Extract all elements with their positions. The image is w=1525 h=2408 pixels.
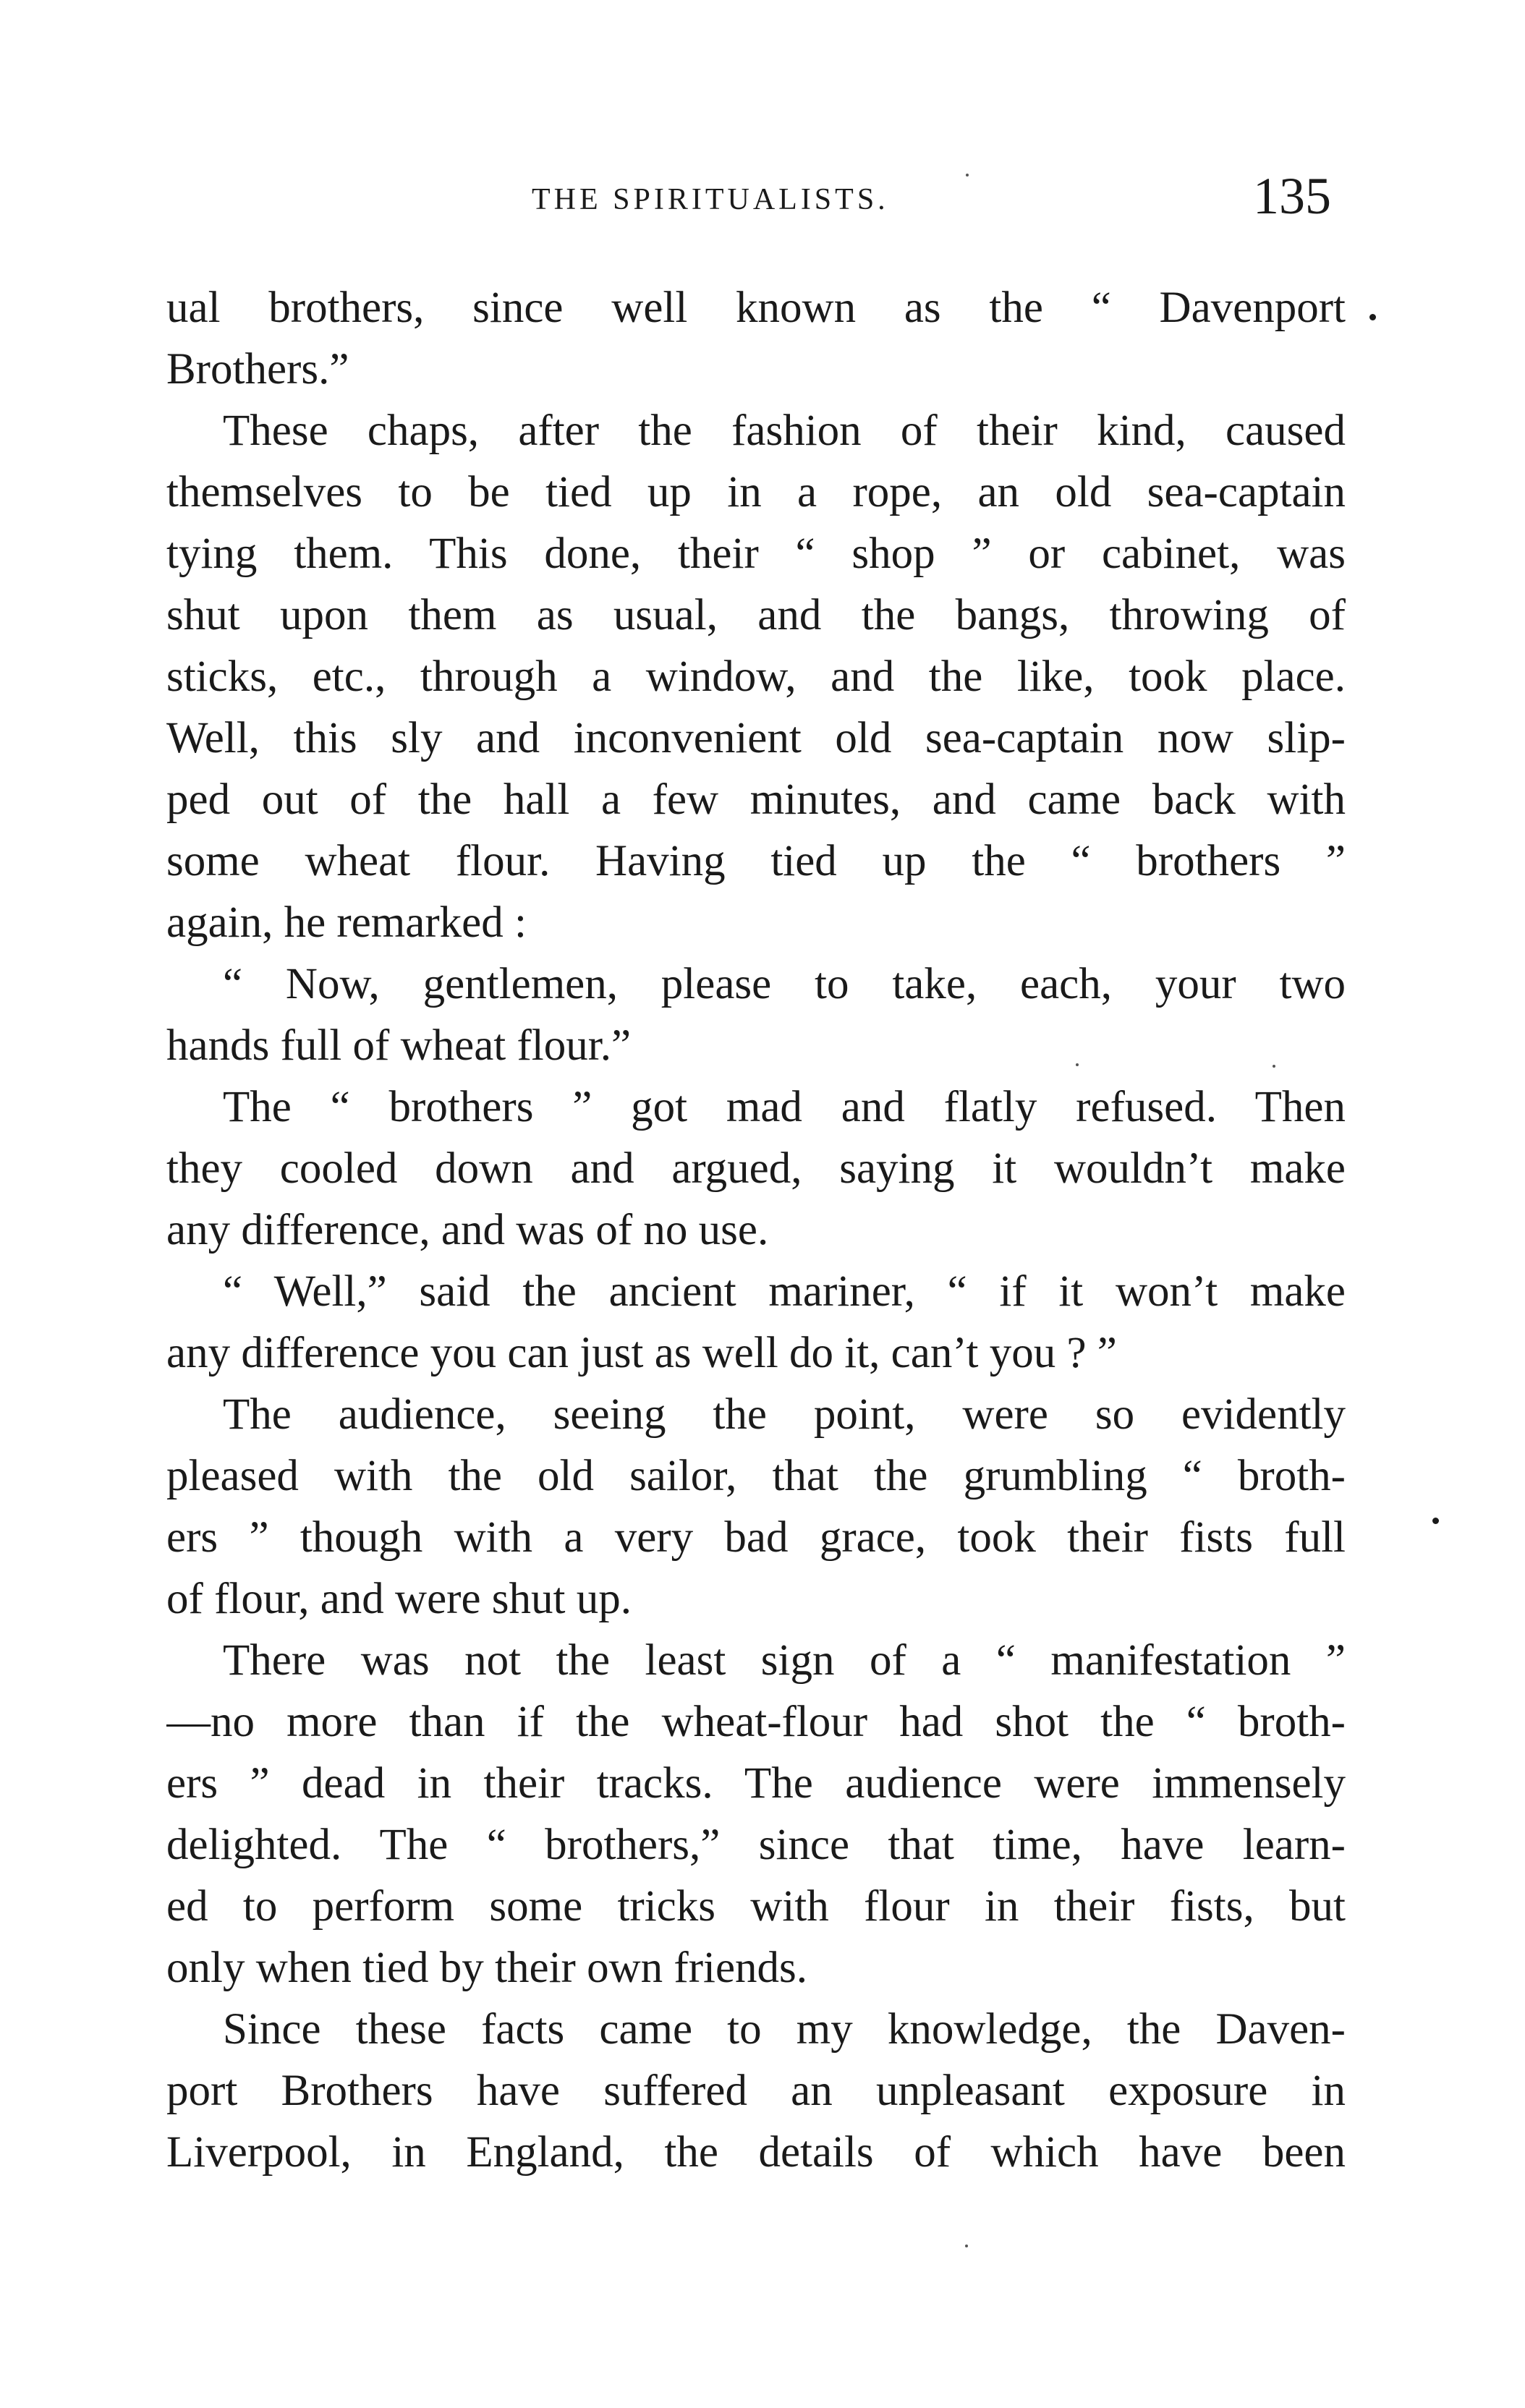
- text-line: There was not the least sign of a “ manifestation ”: [223, 1636, 1346, 1685]
- text-line: delighted. The “ brothers,” since that time, have learn-: [166, 1821, 1346, 1869]
- text-line: port Brothers have suffered an unpleasant exposure in: [166, 2067, 1346, 2115]
- page-number: 135: [1253, 167, 1331, 225]
- paper-speck: [1273, 1065, 1275, 1068]
- text-line: themselves to be tied up in a rope, an old sea-captain: [166, 468, 1346, 516]
- body-text: [166, 277, 1346, 2183]
- text-line: Since these facts came to my knowledge, the Daven-: [223, 2005, 1346, 2054]
- running-head: [166, 167, 1331, 237]
- text-line: ed to perform some tricks with flour in their fists, but: [166, 1882, 1346, 1931]
- running-title: THE SPIRITUALISTS.: [532, 183, 889, 216]
- text-line: any difference, and was of no use.: [166, 1206, 769, 1254]
- text-line: The “ brothers ” got mad and flatly refused. Then: [223, 1083, 1346, 1131]
- text-line: Liverpool, in England, the details of which have been: [166, 2128, 1346, 2177]
- text-line: again, he remarked :: [166, 898, 527, 947]
- text-line: sticks, etc., through a window, and the like, took place.: [166, 652, 1346, 701]
- paper-speck: [1076, 1063, 1079, 1066]
- text-line: —no more than if the wheat-flour had shot the “ broth-: [166, 1698, 1346, 1746]
- text-line: ual brothers, since well known as the “ Davenport: [166, 284, 1346, 332]
- margin-dot: [1369, 314, 1376, 320]
- text-line: ped out of the hall a few minutes, and came back with: [166, 775, 1346, 824]
- text-line: ers ” dead in their tracks. The audience were immensely: [166, 1759, 1346, 1808]
- text-line: hands full of wheat flour.”: [166, 1021, 632, 1070]
- text-line: “ Well,” said the ancient mariner, “ if it won’t make: [223, 1267, 1346, 1316]
- text-line: shut upon them as usual, and the bangs, throwing of: [166, 591, 1346, 639]
- text-line: Well, this sly and inconvenient old sea-captain now slip-: [166, 714, 1346, 762]
- text-line: some wheat flour. Having tied up the “ brothers ”: [166, 837, 1346, 885]
- text-line: only when tied by their own friends.: [166, 1944, 808, 1992]
- paper-speck: [965, 2245, 968, 2247]
- text-line: “ Now, gentlemen, please to take, each, your two: [223, 960, 1346, 1008]
- text-line: pleased with the old sailor, that the grumbling “ broth-: [166, 1452, 1346, 1500]
- text-line: of flour, and were shut up.: [166, 1575, 632, 1623]
- text-line: any difference you can just as well do it, can’t you ? ”: [166, 1329, 1117, 1377]
- paper-speck: [966, 174, 969, 176]
- text-line: Brothers.”: [166, 345, 349, 393]
- text-line: ers ” though with a very bad grace, took their fists full: [166, 1513, 1346, 1562]
- text-line: The audience, seeing the point, were so evidently: [223, 1390, 1346, 1439]
- margin-dot: [1432, 1518, 1439, 1524]
- text-line: These chaps, after the fashion of their kind, caused: [223, 407, 1346, 455]
- text-line: tying them. This done, their “ shop ” or cabinet, was: [166, 529, 1346, 578]
- text-line: they cooled down and argued, saying it wouldn’t make: [166, 1144, 1346, 1193]
